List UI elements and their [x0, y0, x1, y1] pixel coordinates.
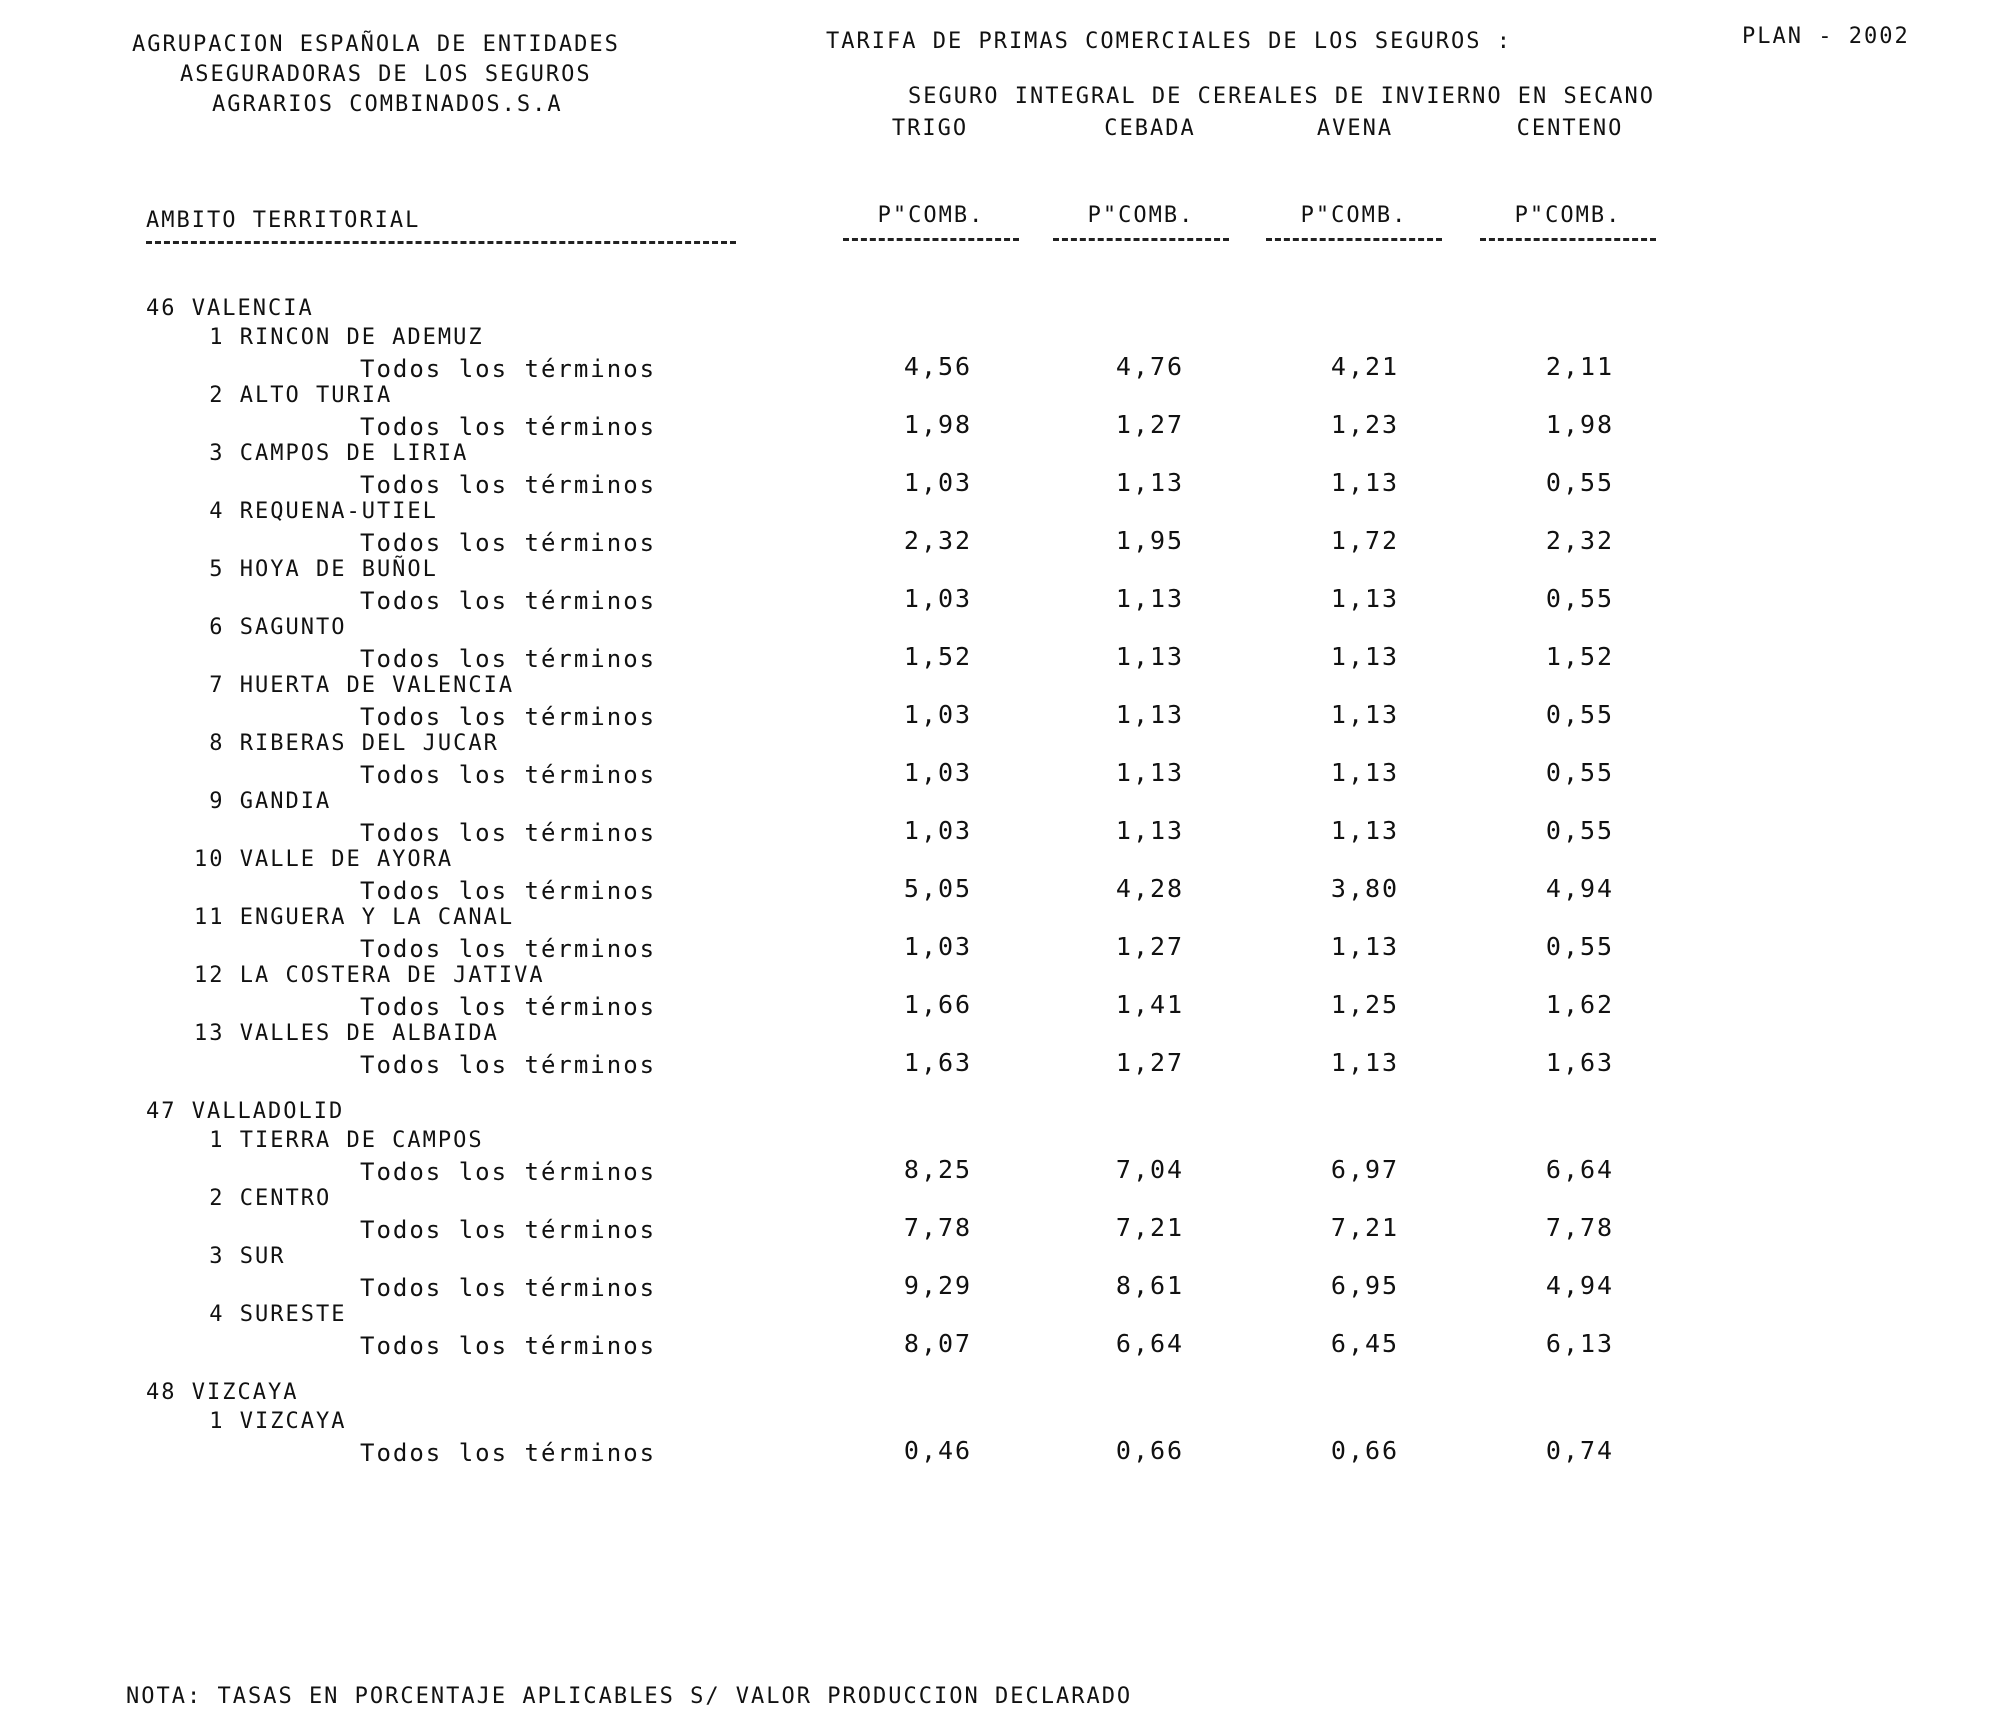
premium-value-centeno: 6,13: [1545, 1329, 1615, 1358]
terminos-label: Todos los términos: [360, 355, 657, 383]
insurance-subtitle: SEGURO INTEGRAL DE CEREALES DE INVIERNO EN SECANO: [908, 84, 1656, 109]
org-name-line1: AGRUPACION ESPAÑOLA DE ENTIDADES: [132, 32, 620, 57]
premium-value-trigo: 1,66: [903, 990, 973, 1019]
premium-value-trigo: 1,03: [903, 584, 973, 613]
pcomb-header-avena: P"COMB.: [1300, 203, 1408, 228]
premium-value-trigo: 1,52: [903, 642, 973, 671]
premium-value-avena: 1,23: [1330, 410, 1400, 439]
premium-value-centeno: 0,55: [1545, 700, 1615, 729]
terminos-label: Todos los términos: [360, 529, 657, 557]
premium-value-avena: 1,13: [1330, 700, 1400, 729]
premium-value-cebada: 1,13: [1115, 758, 1185, 787]
premium-value-centeno: 4,94: [1545, 874, 1615, 903]
premium-value-centeno: 7,78: [1545, 1213, 1615, 1242]
comarca-heading: 2 CENTRO: [194, 1186, 332, 1211]
premium-value-cebada: 4,28: [1115, 874, 1185, 903]
comarca-heading: 10 VALLE DE AYORA: [194, 847, 454, 872]
premium-value-cebada: 1,27: [1115, 410, 1185, 439]
premium-value-cebada: 1,13: [1115, 816, 1185, 845]
premium-value-avena: 4,21: [1330, 352, 1400, 381]
premium-value-avena: 1,13: [1330, 642, 1400, 671]
terminos-label: Todos los términos: [360, 877, 657, 905]
premium-value-centeno: 6,64: [1545, 1155, 1615, 1184]
premium-value-trigo: 1,98: [903, 410, 973, 439]
crop-header-avena: AVENA: [1316, 116, 1394, 141]
terminos-label: Todos los términos: [360, 993, 657, 1021]
comarca-heading: 1 RINCON DE ADEMUZ: [194, 325, 484, 350]
premium-value-avena: 0,66: [1330, 1436, 1400, 1465]
premium-value-avena: 1,25: [1330, 990, 1400, 1019]
crop-header-cebada: CEBADA: [1104, 116, 1196, 141]
ambito-territorial-header: AMBITO TERRITORIAL: [146, 208, 421, 233]
premium-value-centeno: 4,94: [1545, 1271, 1615, 1300]
premium-value-cebada: 1,27: [1115, 1048, 1185, 1077]
comarca-heading: 8 RIBERAS DEL JUCAR: [194, 731, 499, 756]
terminos-label: Todos los términos: [360, 587, 657, 615]
premium-value-cebada: 1,13: [1115, 642, 1185, 671]
footnote: NOTA: TASAS EN PORCENTAJE APLICABLES S/ VALOR PRODUCCION DECLARADO: [126, 1684, 1133, 1709]
premium-value-centeno: 2,32: [1545, 526, 1615, 555]
premium-value-centeno: 2,11: [1545, 352, 1615, 381]
premium-value-avena: 7,21: [1330, 1213, 1400, 1242]
premium-value-trigo: 8,07: [903, 1329, 973, 1358]
premium-value-trigo: 1,03: [903, 700, 973, 729]
premium-value-cebada: 1,13: [1115, 584, 1185, 613]
premium-value-avena: 1,13: [1330, 468, 1400, 497]
pcomb-header-trigo: P"COMB.: [877, 203, 985, 228]
premium-value-avena: 3,80: [1330, 874, 1400, 903]
premium-value-trigo: 1,03: [903, 468, 973, 497]
plan-label: PLAN - 2002: [1742, 24, 1910, 49]
premium-value-trigo: 1,03: [903, 932, 973, 961]
comarca-heading: 9 GANDIA: [194, 789, 332, 814]
premium-value-cebada: 7,21: [1115, 1213, 1185, 1242]
premium-value-cebada: 8,61: [1115, 1271, 1185, 1300]
premium-value-trigo: 8,25: [903, 1155, 973, 1184]
premium-value-centeno: 1,52: [1545, 642, 1615, 671]
premium-value-avena: 1,13: [1330, 584, 1400, 613]
premium-value-centeno: 1,98: [1545, 410, 1615, 439]
premium-value-avena: 1,13: [1330, 816, 1400, 845]
comarca-heading: 4 SURESTE: [194, 1302, 347, 1327]
terminos-label: Todos los términos: [360, 703, 657, 731]
premium-value-avena: 1,72: [1330, 526, 1400, 555]
premium-value-trigo: 4,56: [903, 352, 973, 381]
premium-value-trigo: 1,03: [903, 816, 973, 845]
terminos-label: Todos los términos: [360, 1332, 657, 1360]
premium-value-cebada: 7,04: [1115, 1155, 1185, 1184]
terminos-label: Todos los términos: [360, 1051, 657, 1079]
comarca-heading: 2 ALTO TURIA: [194, 383, 393, 408]
org-name-line2: ASEGURADORAS DE LOS SEGUROS: [180, 62, 592, 87]
premium-value-avena: 1,13: [1330, 1048, 1400, 1077]
terminos-label: Todos los términos: [360, 819, 657, 847]
terminos-label: Todos los términos: [360, 645, 657, 673]
comarca-heading: 7 HUERTA DE VALENCIA: [194, 673, 515, 698]
premium-value-trigo: 0,46: [903, 1436, 973, 1465]
crop-header-centeno: CENTENO: [1516, 116, 1624, 141]
pcomb-header-cebada: P"COMB.: [1087, 203, 1195, 228]
premium-value-avena: 1,13: [1330, 758, 1400, 787]
province-heading: 46 VALENCIA: [146, 296, 314, 321]
comarca-heading: 1 TIERRA DE CAMPOS: [194, 1128, 484, 1153]
premium-value-centeno: 0,55: [1545, 932, 1615, 961]
terminos-label: Todos los términos: [360, 935, 657, 963]
comarca-heading: 11 ENGUERA Y LA CANAL: [194, 905, 515, 930]
premium-value-cebada: 1,95: [1115, 526, 1185, 555]
premium-value-trigo: 2,32: [903, 526, 973, 555]
comarca-heading: 12 LA COSTERA DE JATIVA: [194, 963, 545, 988]
terminos-label: Todos los términos: [360, 471, 657, 499]
premium-value-centeno: 0,55: [1545, 816, 1615, 845]
premium-value-centeno: 0,74: [1545, 1436, 1615, 1465]
premium-value-cebada: 1,41: [1115, 990, 1185, 1019]
pcomb-header-centeno: P"COMB.: [1514, 203, 1622, 228]
premium-value-cebada: 4,76: [1115, 352, 1185, 381]
premium-value-trigo: 5,05: [903, 874, 973, 903]
crop-header-trigo: TRIGO: [891, 116, 969, 141]
comarca-heading: 13 VALLES DE ALBAIDA: [194, 1021, 499, 1046]
premium-value-avena: 6,97: [1330, 1155, 1400, 1184]
premium-value-trigo: 1,63: [903, 1048, 973, 1077]
premium-value-trigo: 1,03: [903, 758, 973, 787]
terminos-label: Todos los términos: [360, 413, 657, 441]
premium-value-trigo: 9,29: [903, 1271, 973, 1300]
premium-value-centeno: 0,55: [1545, 584, 1615, 613]
premium-value-avena: 6,95: [1330, 1271, 1400, 1300]
comarca-heading: 3 SUR: [194, 1244, 286, 1269]
comarca-heading: 3 CAMPOS DE LIRIA: [194, 441, 469, 466]
tariff-title: TARIFA DE PRIMAS COMERCIALES DE LOS SEGUROS :: [826, 29, 1513, 54]
comarca-heading: 5 HOYA DE BUÑOL: [194, 557, 438, 582]
premium-value-centeno: 1,62: [1545, 990, 1615, 1019]
province-heading: 48 VIZCAYA: [146, 1380, 299, 1405]
premium-value-trigo: 7,78: [903, 1213, 973, 1242]
terminos-label: Todos los términos: [360, 1158, 657, 1186]
province-heading: 47 VALLADOLID: [146, 1099, 345, 1124]
premium-value-avena: 1,13: [1330, 932, 1400, 961]
terminos-label: Todos los términos: [360, 1216, 657, 1244]
premium-value-centeno: 0,55: [1545, 468, 1615, 497]
comarca-heading: 4 REQUENA-UTIEL: [194, 499, 438, 524]
premium-value-avena: 6,45: [1330, 1329, 1400, 1358]
premium-value-cebada: 1,13: [1115, 700, 1185, 729]
org-name-line3: AGRARIOS COMBINADOS.S.A: [212, 92, 563, 117]
comarca-heading: 6 SAGUNTO: [194, 615, 347, 640]
premium-value-cebada: 1,13: [1115, 468, 1185, 497]
premium-value-cebada: 0,66: [1115, 1436, 1185, 1465]
premium-value-centeno: 1,63: [1545, 1048, 1615, 1077]
terminos-label: Todos los términos: [360, 1439, 657, 1467]
terminos-label: Todos los términos: [360, 761, 657, 789]
premium-value-cebada: 6,64: [1115, 1329, 1185, 1358]
terminos-label: Todos los términos: [360, 1274, 657, 1302]
premium-value-cebada: 1,27: [1115, 932, 1185, 961]
comarca-heading: 1 VIZCAYA: [194, 1409, 347, 1434]
premium-value-centeno: 0,55: [1545, 758, 1615, 787]
